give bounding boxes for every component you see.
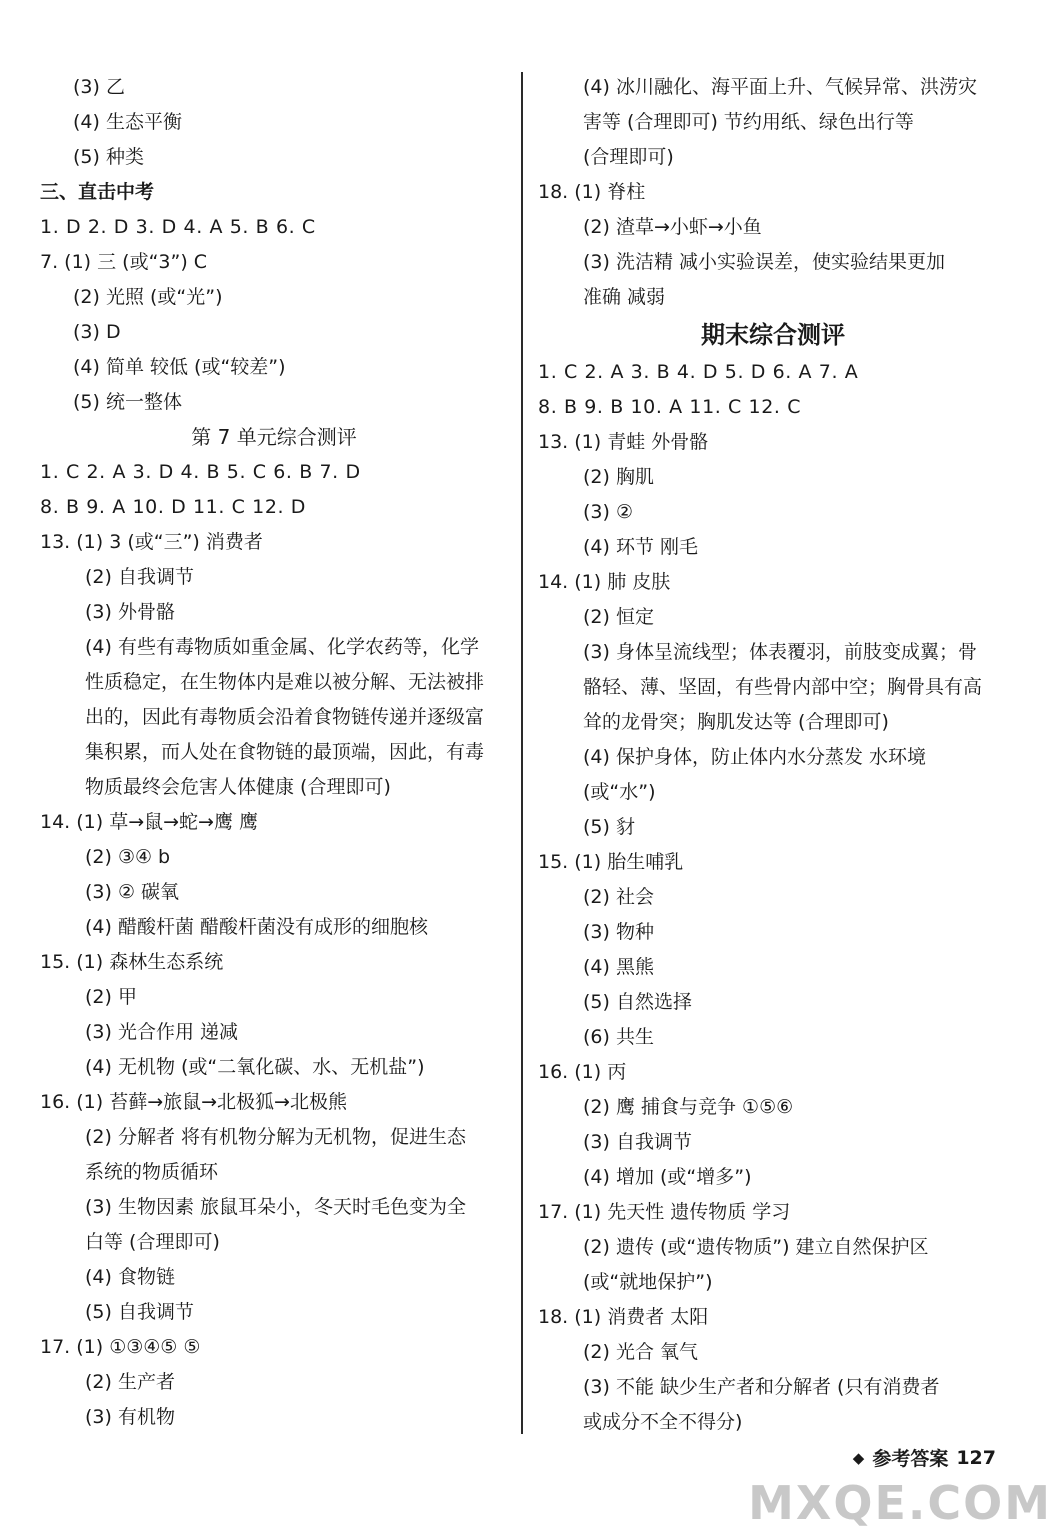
bullet-icon: ◆	[852, 1448, 865, 1467]
answer-line: 16. (1) 苔藓→旅鼠→北极狐→北极熊	[40, 1091, 347, 1113]
answer-line: (2) 渣草→小虾→小鱼	[583, 216, 762, 238]
answer-line: (2) 光照 (或“光”)	[73, 286, 223, 308]
answer-line: (4) 食物链	[85, 1266, 175, 1288]
answer-line: (3) 有机物	[85, 1406, 175, 1428]
answer-line: 准确 减弱	[583, 286, 666, 308]
answer-line: 18. (1) 消费者 太阳	[538, 1306, 709, 1328]
answer-line: 14. (1) 肺 皮肤	[538, 571, 671, 593]
column-divider	[521, 72, 523, 1434]
answer-line: (2) 自我调节	[85, 566, 194, 588]
answer-line: 17. (1) ①③④⑤ ⑤	[40, 1336, 201, 1358]
page-number: 127	[956, 1446, 996, 1469]
answer-line: (5) 豺	[583, 816, 635, 838]
footer-label: 参考答案	[872, 1448, 949, 1470]
answer-line: 系统的物质循环	[85, 1161, 219, 1183]
answer-line: (4) 醋酸杆菌 醋酸杆菌没有成形的细胞核	[85, 916, 428, 938]
answer-line: 17. (1) 先天性 遗传物质 学习	[538, 1201, 791, 1223]
answer-line: 白等 (合理即可)	[85, 1231, 220, 1253]
answer-line: (2) 恒定	[583, 606, 654, 628]
answer-line: (4) 生态平衡	[73, 111, 182, 133]
answer-line: (3) 洗洁精 减小实验误差，使实验结果更加	[583, 251, 945, 273]
answer-line: 骼轻、薄、坚固，有些骨内部中空；胸骨具有高	[583, 676, 983, 698]
answer-line: (4) 环节 刚毛	[583, 536, 698, 558]
answer-line: (或“水”)	[583, 781, 656, 803]
answer-line: (2) 光合 氧气	[583, 1341, 698, 1363]
section-heading: 三、直击中考	[40, 181, 155, 203]
watermark: MXQE.COM	[748, 1476, 1052, 1530]
answer-line: (5) 统一整体	[73, 391, 182, 413]
answer-line: (2) 遗传 (或“遗传物质”) 建立自然保护区	[583, 1236, 929, 1258]
answer-line: 8. B 9. A 10. D 11. C 12. D	[40, 496, 307, 518]
answer-line: (2) 生产者	[85, 1371, 175, 1393]
answer-line: (2) 鹰 捕食与竞争 ①⑤⑥	[583, 1096, 794, 1118]
answer-line: 1. C 2. A 3. B 4. D 5. D 6. A 7. A	[538, 361, 859, 383]
answer-line: (2) 甲	[85, 986, 137, 1008]
answer-line: (2) 胸肌	[583, 466, 654, 488]
answer-line: 13. (1) 3 (或“三”) 消费者	[40, 531, 263, 553]
answer-line: (5) 种类	[73, 146, 144, 168]
exam-title: 期末综合测评	[701, 321, 845, 349]
answer-line: (4) 冰川融化、海平面上升、气候异常、洪涝灾	[583, 76, 977, 98]
answer-line: 物质最终会危害人体健康 (合理即可)	[85, 776, 391, 798]
answer-line: (3) 不能 缺少生产者和分解者 (只有消费者	[583, 1376, 940, 1398]
answer-line: 14. (1) 草→鼠→蛇→鹰 鹰	[40, 811, 259, 833]
answer-line: (3) 光合作用 递减	[85, 1021, 238, 1043]
answer-line: 集积累，而人处在食物链的最顶端，因此，有毒	[85, 741, 485, 763]
answer-line: (6) 共生	[583, 1026, 654, 1048]
answer-line: (3) 物种	[583, 921, 654, 943]
answer-line: (3) 生物因素 旅鼠耳朵小，冬天时毛色变为全	[85, 1196, 466, 1218]
answer-line: (2) 分解者 将有机物分解为无机物，促进生态	[85, 1126, 466, 1148]
answer-line: 耸的龙骨突；胸肌发达等 (合理即可)	[583, 711, 889, 733]
right-column	[538, 70, 1008, 1440]
answer-line: (4) 黑熊	[583, 956, 654, 978]
answer-line: (3) 自我调节	[583, 1131, 692, 1153]
answer-line: (4) 无机物 (或“二氧化碳、水、无机盐”)	[85, 1056, 425, 1078]
unit-title: 第 7 单元综合测评	[191, 425, 357, 449]
answer-line: (3) 身体呈流线型；体表覆羽，前肢变成翼；骨	[583, 641, 977, 663]
answer-line: (3) ② 碳氧	[85, 881, 180, 903]
answer-line: (4) 增加 (或“增多”)	[583, 1166, 752, 1188]
answer-line: (3) 乙	[73, 76, 125, 98]
answer-line: 16. (1) 丙	[538, 1061, 627, 1083]
answer-line: 18. (1) 脊柱	[538, 181, 646, 203]
answer-line: 1. C 2. A 3. D 4. B 5. C 6. B 7. D	[40, 461, 361, 483]
answer-line: (2) 社会	[583, 886, 654, 908]
answer-line: 8. B 9. B 10. A 11. C 12. C	[538, 396, 802, 418]
answer-line: (合理即可)	[583, 146, 674, 168]
answer-line: (3) ②	[583, 501, 633, 523]
answer-line: 15. (1) 森林生态系统	[40, 951, 224, 973]
answer-line: (4) 有些有毒物质如重金属、化学农药等，化学	[85, 636, 479, 658]
answer-line: (或“就地保护”)	[583, 1271, 713, 1293]
answer-line: 性质稳定，在生物体内是难以被分解、无法被排	[85, 671, 485, 693]
answer-line: (4) 保护身体，防止体内水分蒸发 水环境	[583, 746, 926, 768]
answer-line: (3) 外骨骼	[85, 601, 175, 623]
answer-line: (5) 自我调节	[85, 1301, 194, 1323]
answer-line: (4) 简单 较低 (或“较差”)	[73, 356, 286, 378]
answer-line: 害等 (合理即可) 节约用纸、绿色出行等	[583, 111, 914, 133]
answer-line: (3) D	[73, 321, 121, 343]
answer-line: 出的，因此有毒物质会沿着食物链传递并逐级富	[85, 706, 485, 728]
left-column	[40, 70, 508, 1435]
page-footer	[853, 1444, 996, 1471]
answer-line: 13. (1) 青蛙 外骨骼	[538, 431, 709, 453]
answer-line: (5) 自然选择	[583, 991, 692, 1013]
answer-line: (2) ③④ b	[85, 846, 171, 868]
answer-line: 7. (1) 三 (或“3”) C	[40, 251, 208, 273]
answer-line: 1. D 2. D 3. D 4. A 5. B 6. C	[40, 216, 316, 238]
answer-line: 或成分不全不得分)	[583, 1411, 743, 1433]
answer-line: 15. (1) 胎生哺乳	[538, 851, 684, 873]
